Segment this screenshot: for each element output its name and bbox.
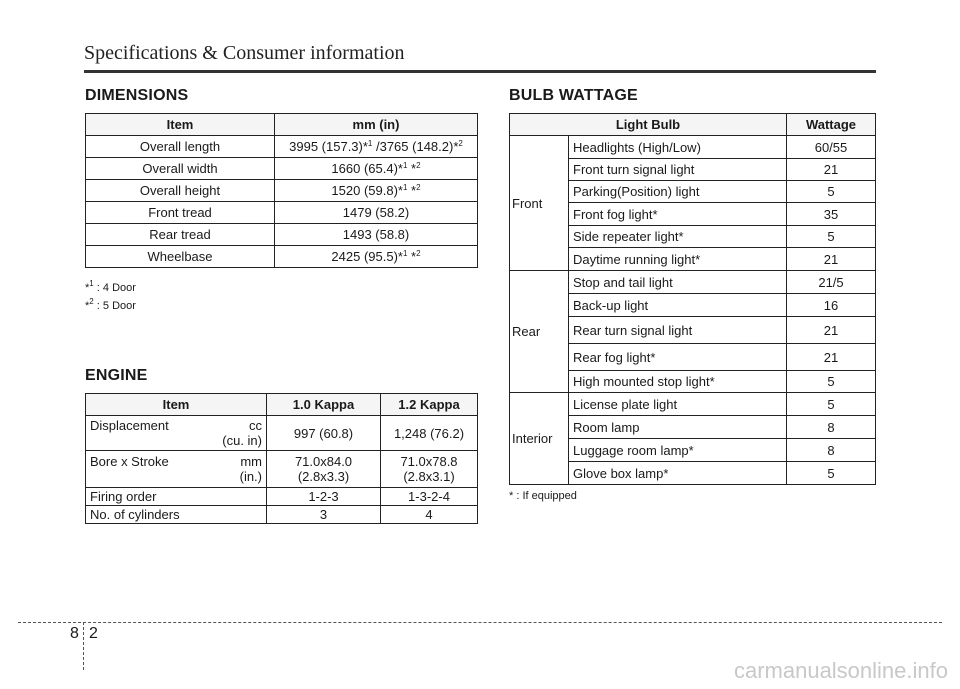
column-header: Light Bulb	[510, 114, 787, 136]
bulb-wattage: 5	[787, 226, 876, 248]
bulb-group: Front	[510, 136, 569, 271]
engine-value: 1-3-2-4	[381, 488, 478, 506]
table-row	[510, 393, 876, 416]
footer-divider	[18, 622, 942, 623]
engine-value: 71.0x84.0 (2.8x3.3)	[267, 451, 381, 488]
bulb-name: Daytime running light*	[569, 248, 787, 271]
dimension-value: 1520 (59.8)*$^1$ *$^2$	[275, 180, 478, 202]
column-header: Item	[86, 114, 275, 136]
table-row	[86, 180, 478, 202]
page-number: 2	[89, 625, 98, 642]
bulb-name: Stop and tail light	[569, 271, 787, 294]
bulb-group: Interior	[510, 393, 569, 485]
engine-table	[85, 393, 478, 524]
bulb-name: Front fog light*	[569, 203, 787, 226]
table-row	[86, 506, 478, 524]
dimensions-title: DIMENSIONS	[85, 87, 189, 104]
table-row	[86, 202, 478, 224]
dimension-value: 3995 (157.3)*$^1$ /3765 (148.2)*$^2$	[275, 136, 478, 158]
table-row	[86, 136, 478, 158]
column-header: mm (in)	[275, 114, 478, 136]
table-row	[86, 246, 478, 268]
table-row	[86, 451, 478, 488]
column-header: Item	[86, 394, 267, 416]
engine-item: Bore x Stroke mm (in.)	[86, 451, 267, 488]
bulb-wattage-title: BULB WATTAGE	[509, 87, 638, 104]
bulb-wattage: 21/5	[787, 271, 876, 294]
bulb-name: Room lamp	[569, 416, 787, 439]
engine-value: 1,248 (76.2)	[381, 416, 478, 451]
bulb-wattage: 21	[787, 159, 876, 181]
bulb-wattage: 8	[787, 439, 876, 462]
page-header-title: Specifications & Consumer information	[84, 42, 405, 64]
chapter-number: 8	[70, 625, 79, 642]
dimension-value: 1493 (58.8)	[275, 224, 478, 246]
bulb-wattage: 5	[787, 181, 876, 203]
bulb-name: Glove box lamp*	[569, 462, 787, 485]
engine-value: 3	[267, 506, 381, 524]
engine-item: Displacement cc (cu. in)	[86, 416, 267, 451]
column-header: 1.0 Kappa	[267, 394, 381, 416]
bulb-wattage: 21	[787, 248, 876, 271]
table-row	[86, 488, 478, 506]
engine-title: ENGINE	[85, 367, 148, 384]
table-header-row	[510, 114, 876, 136]
dimensions-table	[85, 113, 478, 268]
bulb-wattage: 16	[787, 294, 876, 317]
table-header-row	[86, 114, 478, 136]
bulb-name: Front turn signal light	[569, 159, 787, 181]
engine-value: 4	[381, 506, 478, 524]
bulb-name: Headlights (High/Low)	[569, 136, 787, 159]
bulb-wattage-table	[509, 113, 876, 485]
engine-value: 1-2-3	[267, 488, 381, 506]
bulb-group: Rear	[510, 271, 569, 393]
bulb-name: Rear fog light*	[569, 344, 787, 371]
table-row	[86, 416, 478, 451]
bulb-name: Rear turn signal light	[569, 317, 787, 344]
dimension-value: 1479 (58.2)	[275, 202, 478, 224]
bulb-wattage: 60/55	[787, 136, 876, 159]
column-header: 1.2 Kappa	[381, 394, 478, 416]
dimension-item: Overall height	[86, 180, 275, 202]
footnote-4-door: *$^1$ : 4 Door	[85, 279, 136, 294]
engine-value: 997 (60.8)	[267, 416, 381, 451]
watermark: carmanualsonline.info	[733, 658, 948, 683]
dimension-value: 2425 (95.5)*$^1$ *$^2$	[275, 246, 478, 268]
bulb-name: License plate light	[569, 393, 787, 416]
bulb-wattage: 5	[787, 393, 876, 416]
bulb-wattage: 21	[787, 317, 876, 344]
bulb-wattage: 8	[787, 416, 876, 439]
bulb-wattage: 5	[787, 462, 876, 485]
dimension-item: Rear tread	[86, 224, 275, 246]
engine-value: 71.0x78.8 (2.8x3.1)	[381, 451, 478, 488]
bulb-name: Side repeater light*	[569, 226, 787, 248]
bulb-name: Luggage room lamp*	[569, 439, 787, 462]
engine-item: No. of cylinders	[86, 506, 267, 524]
bulb-wattage: 35	[787, 203, 876, 226]
table-header-row	[86, 394, 478, 416]
engine-item: Firing order	[86, 488, 267, 506]
table-row	[510, 271, 876, 294]
bulb-name: High mounted stop light*	[569, 371, 787, 393]
dimension-value: 1660 (65.4)*$^1$ *$^2$	[275, 158, 478, 180]
table-row	[86, 158, 478, 180]
table-row	[510, 136, 876, 159]
column-header: Wattage	[787, 114, 876, 136]
dimension-item: Overall width	[86, 158, 275, 180]
bulb-name: Parking(Position) light	[569, 181, 787, 203]
footnote-5-door: *$^2$ : 5 Door	[85, 297, 136, 312]
dimension-item: Overall length	[86, 136, 275, 158]
dimension-item: Wheelbase	[86, 246, 275, 268]
bulb-wattage: 21	[787, 344, 876, 371]
bulb-name: Back-up light	[569, 294, 787, 317]
header-divider	[84, 70, 876, 73]
if-equipped-footnote: * : If equipped	[509, 490, 577, 502]
dimension-item: Front tread	[86, 202, 275, 224]
bulb-wattage: 5	[787, 371, 876, 393]
table-row	[86, 224, 478, 246]
page-number-divider	[83, 622, 84, 670]
